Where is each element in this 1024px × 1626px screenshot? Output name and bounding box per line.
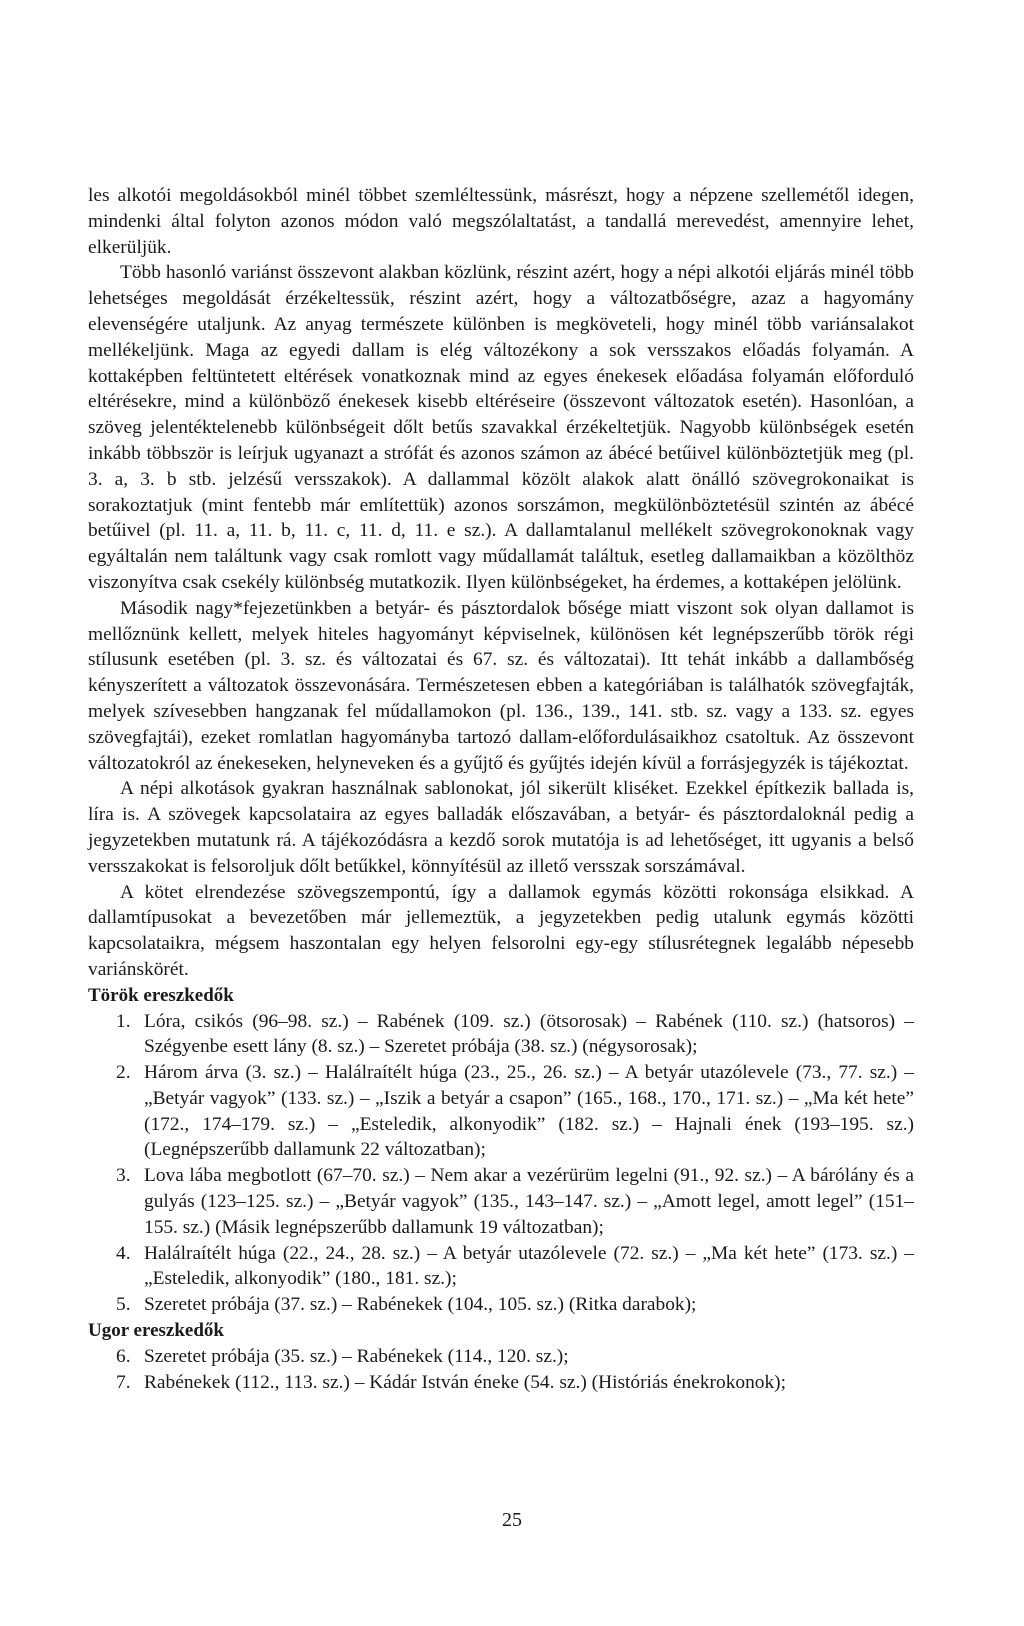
list-number: 3.: [116, 1165, 131, 1187]
list-text: Szeretet próbája (35. sz.) – Rabénekek (114., 120. sz.);: [144, 1345, 569, 1367]
list-ugor: [88, 1344, 914, 1396]
list-item: [88, 1009, 914, 1061]
page-number: 25: [502, 1509, 522, 1531]
list-text: Rabénekek (112., 113. sz.) – Kádár István éneke (54. sz.) (Históriás énekrokonok);: [144, 1371, 787, 1393]
list-item: [88, 1292, 914, 1318]
list-item: [88, 1241, 914, 1293]
paragraph-second-chapter: Második nagy*fejezetünkben a betyár- és pásztordalok bősége miatt viszont sok olyan dallamot is mellőznünk kellett, melyek hiteles hagyományt képviselnek, különösen két legnépszerűbb török régi stílusunk esetében (pl. 3. sz. és változatai és 67. sz. és változatai). Itt tehát inkább a dallambőség kényszerített a változatok összevonására. Természetesen ebben a kategóriában is találhatók szövegfajták, melyek szívesebben hangzanak fel műdallamokon (pl. 136., 139., 141. stb. sz. vagy a 133. sz. egyes szövegfajtái), ezeket romlatlan hagyományba tartozó dallam-előfordulásaikhoz csatoltuk. Az összevont változatokról az énekeseken, helyneveken és a gyűjtő és gyűjtés idején kívül a forrásjegyzék is tájékoztat.: [88, 597, 914, 774]
heading-torok: Török ereszkedők: [88, 984, 234, 1006]
list-number: 5.: [116, 1294, 131, 1316]
page-body: [88, 183, 914, 1395]
paragraph-continuation: les alkotói megoldásokból minél többet szemléltessünk, másrészt, hogy a népzene szellemétől idegen, mindenki által folyton azonos módon való megszólaltatást, a tandallá merevedést, amennyire lehet, elkerüljük.: [88, 185, 914, 258]
list-number: 4.: [116, 1242, 131, 1264]
list-item: [88, 1370, 914, 1396]
paragraph-variants: Több hasonló variánst összevont alakban közlünk, részint azért, hogy a népi alkotói eljárás minél több lehetséges megoldását érzékeltessük, részint azért, hogy a változatbőségre, azaz a hagyomány elevenségére utaljunk. Az anyag természete különben is megköveteli, hogy minél több variánsalakot mellékeljünk. Maga az egyedi dallam is elég változékony a sok versszakos előadás folyamán. A kottaképben feltüntetett eltérések vonatkoznak mind az egyes énekesek előadása folyamán előforduló eltérésekre, mind a különböző énekesek kisebb eltéréseire (összevont változatok esetén). Hasonlóan, a szöveg jelentéktelenebb különbségeit dőlt betűs szavakkal érzékeltetjük. Nagyobb különbségek esetén inkább többször is leírjuk ugyanazt a strófát és azonos számon az ábécé betűivel különböztetjük meg (pl. 3. a, 3. b stb. jelzésű versszakok). A dallammal közölt alakok alatt önálló szövegrokonaikat is sorakoztatjuk (mint fentebb már említettük) azonos sorszámon, megkülönböztetésül szintén az ábécé betűivel (pl. 11. a, 11. b, 11. c, 11. d, 11. e sz.). A dallamtalanul mellékelt szövegrokonoknak vagy egyáltalán nem találtunk vagy csak romlott vagy műdallamát találtuk, esetleg dallamaikban a közölthöz viszonyítva csak csekély különbség mutatkozik. Ilyen különbségeket, ha érdemes, a kottaképen jelölünk.: [88, 262, 914, 593]
list-item: [88, 1060, 914, 1163]
list-text: Lóra, csikós (96–98. sz.) – Rabének (109. sz.) (ötsorosak) – Rabének (110. sz.) (hatsoros) – Szégyenbe esett lány (8. sz.) – Szeretet próbája (38. sz.) (négysorosak);: [144, 1010, 914, 1058]
list-torok: [88, 1009, 914, 1319]
list-text: Halálraítélt húga (22., 24., 28. sz.) – A betyár utazólevele (72. sz.) – „Ma két hete” (173. sz.) – „Esteledik, alkonyodik” (180., 181. sz.);: [144, 1242, 914, 1290]
heading-ugor: Ugor ereszkedők: [88, 1320, 224, 1342]
list-text: Lova lába megbotlott (67–70. sz.) – Nem akar a vezérürüm legelni (91., 92. sz.) – A bárólány és a gulyás (123–125. sz.) – „Betyár vagyok” (135., 143–147. sz.) – „Amott legel, amott legel” (151–155. sz.) (Másik legnépszerűbb dallamunk 19 változatban);: [144, 1165, 914, 1238]
list-number: 6.: [116, 1345, 131, 1367]
list-item: [88, 1163, 914, 1240]
paragraph-templates: A népi alkotások gyakran használnak sablonokat, jól sikerült kliséket. Ezekkel építkezik ballada is, líra is. A szövegek kapcsolataira az egyes balladák előszavában, a betyár- és pásztordaloknál pedig a jegyzetekben mutatunk rá. A tájékozódásra a kezdő sorok mutatója is ad lehetőséget, itt ugyanis a belső versszakokat is felsoroljuk dőlt betűkkel, könnyítésül az illető versszak sorszámával.: [88, 778, 914, 877]
list-text: Három árva (3. sz.) – Halálraítélt húga (23., 25., 26. sz.) – A betyár utazólevele (73., 77. sz.) – „Betyár vagyok” (133. sz.) – „Iszik a betyár a csapon” (165., 168., 170., 171. sz.) – „Ma két hete” (172., 174–179. sz.) – „Esteledik, alkonyodik” (182. sz.) – Hajnali ének (193–195. sz.) (Legnépszerűbb dallamunk 22 változatban);: [144, 1062, 914, 1161]
list-number: 2.: [116, 1062, 131, 1084]
list-number: 1.: [116, 1010, 131, 1032]
paragraph-arrangement: A kötet elrendezése szövegszempontú, így a dallamok egymás közötti rokonsága elsikkad. A dallamtípusokat a bevezetőben már jellemeztük, a jegyzetekben pedig utalunk egymás közötti kapcsolataikra, mégsem haszontalan egy helyen felsorolni egy-egy stílusrétegnek legalább népesebb variánskörét.: [88, 881, 914, 980]
list-text: Szeretet próbája (37. sz.) – Rabénekek (104., 105. sz.) (Ritka darabok);: [144, 1294, 697, 1316]
list-item: [88, 1344, 914, 1370]
list-number: 7.: [116, 1371, 131, 1393]
